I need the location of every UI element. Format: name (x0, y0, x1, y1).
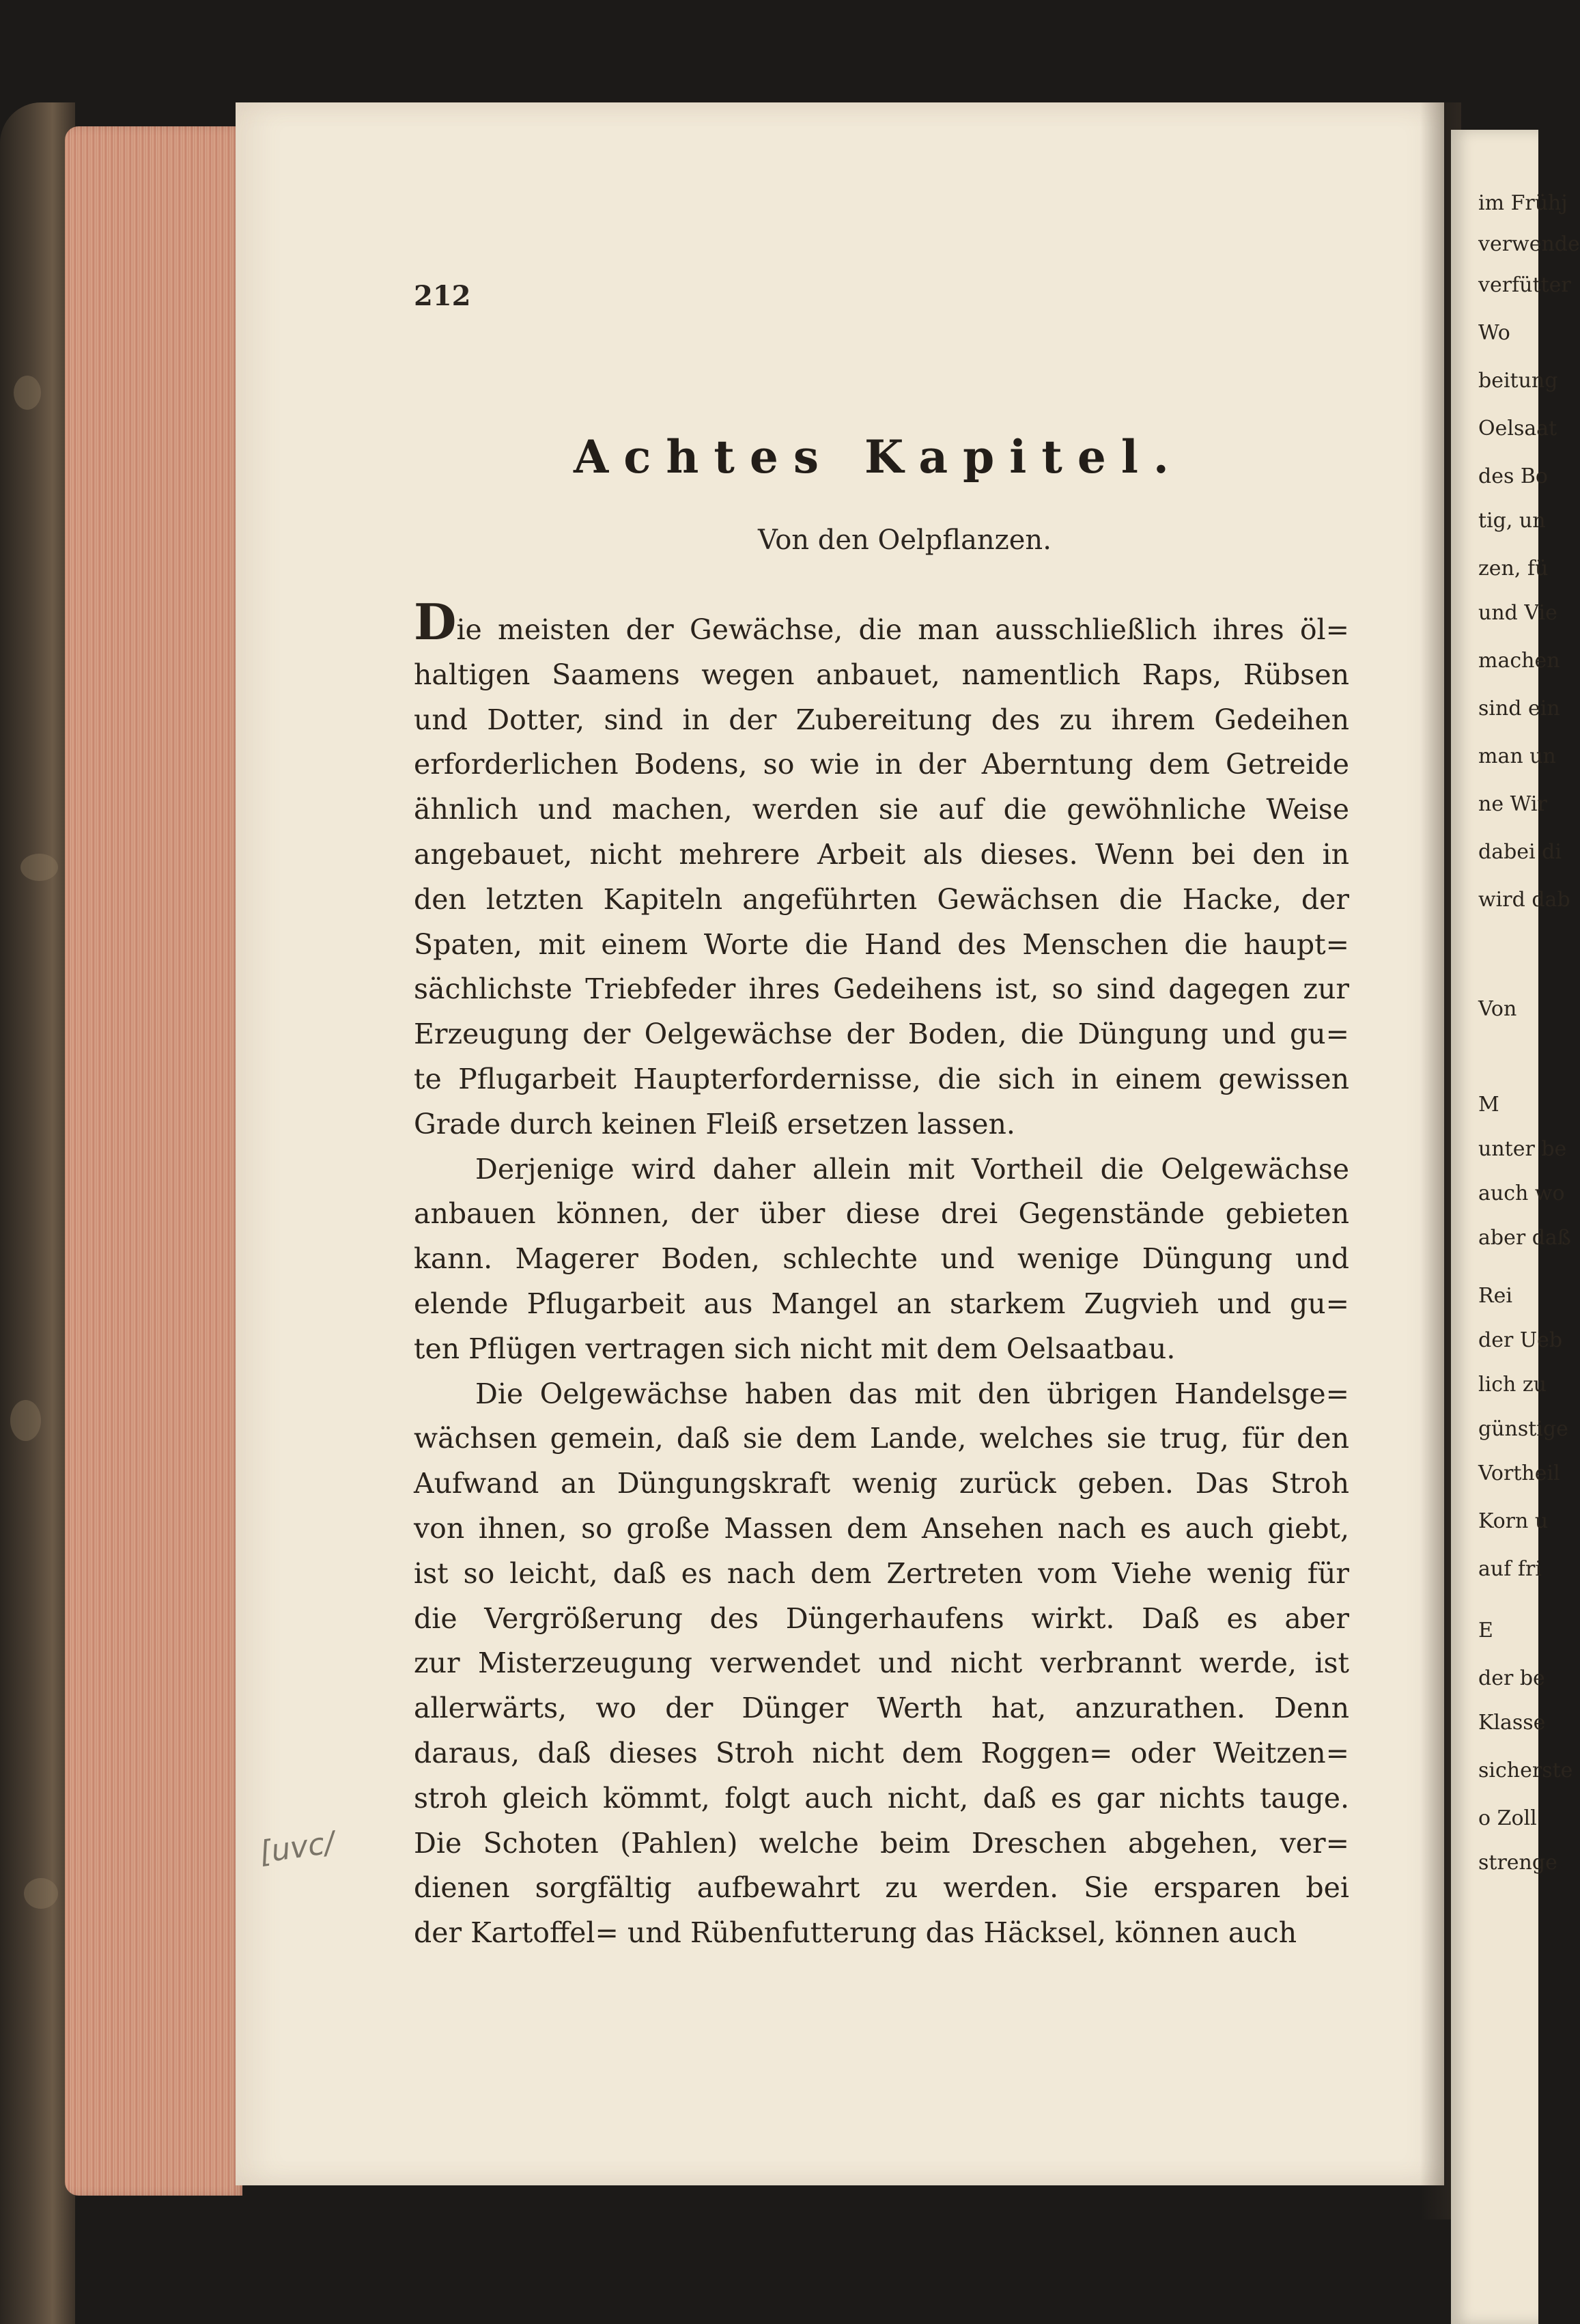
text-line (414, 698, 1349, 743)
binding-wear-spot (20, 854, 58, 881)
right-page-line: man un (1478, 744, 1556, 768)
text-line (414, 1416, 1349, 1461)
binding-wear-spot (24, 1878, 58, 1909)
text-line (414, 1461, 1349, 1507)
text-line-content: Derjenige wird daher allein mit Vortheil die Oelgewächse (475, 1152, 1349, 1186)
right-page-line: zen, fü (1478, 557, 1549, 580)
text-line (414, 1237, 1349, 1282)
text-line (414, 1686, 1349, 1731)
text-line-content: te Pflugarbeit Haupterfordernisse, die sich in einem gewissen (414, 1062, 1349, 1095)
text-line-content: der Kartoffel= und Rübenfutterung das Häcksel, können auch (414, 1916, 1297, 1950)
text-line-content: Aufwand an Düngungskraft wenig zurück geben. Das Stroh (414, 1467, 1349, 1500)
text-line-content: wächsen gemein, daß sie dem Lande, welches sie trug, für den (414, 1422, 1349, 1455)
text-line-content: erforderlichen Bodens, so wie in der Aberntung dem Getreide (414, 748, 1349, 781)
right-page-line: sicherste (1478, 1759, 1573, 1782)
text-line (414, 742, 1349, 787)
text-line (414, 1372, 1349, 1417)
right-page-line: aber daß (1478, 1226, 1571, 1250)
text-line-content: Die Schoten (Pahlen) welche beim Dreschen abgehen, ver= (414, 1826, 1349, 1860)
right-page-line: auf fri (1478, 1557, 1542, 1581)
text-line (414, 832, 1349, 878)
text-line-content: zur Misterzeugung verwendet und nicht verbrannt werde, ist (414, 1647, 1349, 1680)
right-page-line: ne Wir (1478, 792, 1547, 816)
text-line-content: angebauet, nicht mehrere Arbeit als dieses. Wenn bei den in (414, 837, 1349, 871)
text-line-content: sächlichste Triebfeder ihres Gedeihens ist, so sind dagegen zur (414, 972, 1349, 1006)
text-line (414, 1102, 1349, 1147)
text-line-content: von ihnen, so große Massen dem Ansehen nach es auch giebt, (414, 1511, 1349, 1545)
right-page-line: der Ueb (1478, 1328, 1563, 1352)
text-line (414, 967, 1349, 1012)
chapter-title: Achtes Kapitel. (574, 430, 1184, 484)
text-line (414, 1641, 1349, 1686)
text-line-content: ten Pflügen vertragen sich nicht mit dem Oelsaatbau. (414, 1332, 1176, 1365)
text-line (414, 1866, 1349, 1911)
text-line-content: kann. Magerer Boden, schlechte und wenige Düngung und (414, 1242, 1349, 1276)
page-edges (65, 126, 242, 2196)
right-page-line: günstige (1478, 1417, 1568, 1441)
right-page-line: o Zoll (1478, 1806, 1537, 1830)
text-line (414, 1327, 1349, 1372)
text-line (414, 1012, 1349, 1057)
right-page-line: der be (1478, 1666, 1545, 1690)
text-line-content: Spaten, mit einem Worte die Hand des Menschen die haupt= (414, 927, 1349, 961)
right-page-line: und Vie (1478, 601, 1557, 625)
right-page-fragment (1451, 130, 1580, 2324)
text-line (414, 1147, 1349, 1192)
right-page-line: Rei (1478, 1284, 1512, 1308)
right-page-line: verwende (1478, 232, 1580, 256)
text-line-content: daraus, daß dieses Stroh nicht dem Roggen= oder Weitzen= (414, 1736, 1349, 1769)
text-line (414, 593, 1349, 653)
text-line-content: elende Pflugarbeit aus Mangel an starkem Zugvieh und gu= (414, 1287, 1349, 1320)
binding-wear-spot (14, 376, 41, 410)
text-line (414, 1192, 1349, 1237)
text-line (414, 1282, 1349, 1327)
right-page-line: machen (1478, 649, 1560, 673)
right-page-line: verfütter (1478, 273, 1571, 297)
right-page-line: Von (1478, 997, 1517, 1021)
right-page-line: Korn u (1478, 1509, 1549, 1533)
right-page-line: dabei di (1478, 840, 1562, 864)
right-page-line: tig, un (1478, 509, 1546, 533)
page-number: 212 (414, 280, 471, 312)
text-line-content: haltigen Saamens wegen anbauet, namentlich Raps, Rübsen (414, 658, 1349, 691)
chapter-subtitle: Von den Oelpflanzen. (758, 524, 1052, 556)
text-line-content: ie meisten der Gewächse, die man ausschließlich ihres öl= (456, 613, 1349, 646)
right-page-line: E (1478, 1619, 1493, 1642)
right-page-line: Vortheil (1478, 1461, 1560, 1485)
right-page-line: auch wo (1478, 1181, 1565, 1205)
text-line (414, 1507, 1349, 1552)
binding-wear-spot (10, 1400, 41, 1441)
right-page-line: beitung (1478, 369, 1558, 393)
right-page-line: lich zu (1478, 1373, 1547, 1397)
text-line (414, 1911, 1349, 1956)
right-page-line: M (1478, 1093, 1499, 1117)
text-line (414, 1057, 1349, 1102)
body-text (414, 593, 1349, 1956)
right-page-line: unter be (1478, 1137, 1567, 1161)
text-line (414, 787, 1349, 832)
text-line (414, 1731, 1349, 1776)
text-line-content: Erzeugung der Oelgewächse der Boden, die Düngung und gu= (414, 1018, 1349, 1051)
text-line (414, 1597, 1349, 1642)
text-line-content: die Vergrößerung des Düngerhaufens wirkt. Daß es aber (414, 1601, 1349, 1635)
text-line (414, 878, 1349, 923)
text-line-content: anbauen können, der über diese drei Gegenstände gebieten (414, 1197, 1349, 1231)
right-page-line: strenge (1478, 1851, 1557, 1875)
text-line-content: und Dotter, sind in der Zubereitung des zu ihrem Gedeihen (414, 703, 1349, 736)
right-page-line: Oelsaat (1478, 417, 1557, 440)
text-line (414, 1821, 1349, 1866)
text-line-content: ist so leicht, daß es nach dem Zertreten vom Viehe wenig für (414, 1556, 1349, 1590)
text-line-content: stroh gleich kömmt, folgt auch nicht, daß es gar nichts tauge. (414, 1781, 1349, 1815)
text-line-content: dienen sorgfältig aufbewahrt zu werden. Sie ersparen bei (414, 1871, 1349, 1905)
text-line-content: allerwärts, wo der Dünger Werth hat, anzurathen. Denn (414, 1692, 1349, 1725)
right-page-line: wird dab (1478, 888, 1570, 912)
text-line-content: Die Oelgewächse haben das mit den übrigen Handelsge= (475, 1377, 1349, 1410)
text-line-content: den letzten Kapiteln angeführten Gewächsen die Hacke, der (414, 882, 1349, 916)
text-line (414, 1776, 1349, 1821)
right-page-line: des Bo (1478, 464, 1548, 488)
right-page-line: Klasse (1478, 1711, 1546, 1735)
text-line (414, 1552, 1349, 1597)
drop-cap: D (414, 593, 457, 651)
right-page-line: Wo (1478, 321, 1510, 345)
book-binding (0, 102, 75, 2324)
text-line-content: Grade durch keinen Fleiß ersetzen lassen. (414, 1107, 1015, 1140)
right-page-line: im Frühj (1478, 191, 1568, 215)
text-line (414, 923, 1349, 968)
right-page-line: sind ein (1478, 697, 1560, 720)
text-line-content: ähnlich und machen, werden sie auf die gewöhnliche Weise (414, 793, 1349, 826)
handwritten-margin-note: [uvc/ (257, 1825, 337, 1871)
text-line (414, 653, 1349, 698)
